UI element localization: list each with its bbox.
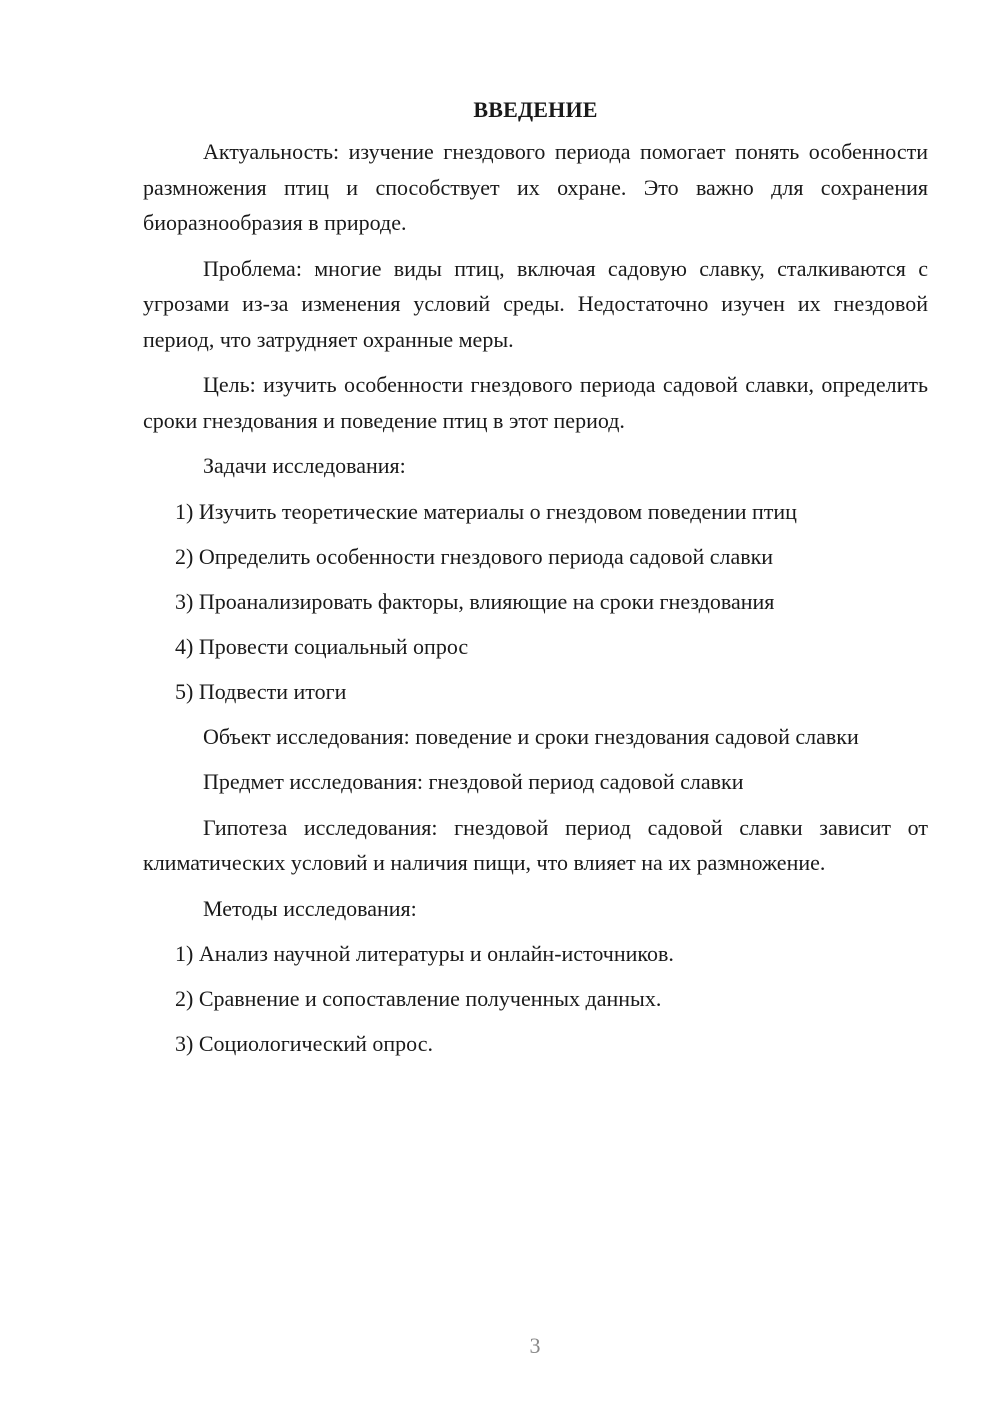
document-heading: ВВЕДЕНИЕ <box>473 97 598 122</box>
list-item: 3) Социологический опрос. <box>175 1031 433 1056</box>
subject-paragraph: Предмет исследования: гнездовой период садовой славки <box>203 769 744 794</box>
list-item: 2) Определить особенности гнездового периода садовой славки <box>175 543 774 569</box>
list-item: 3) Проанализировать факторы, влияющие на сроки гнездования <box>175 588 775 614</box>
methods-list <box>143 936 928 1061</box>
list-item: 5) Подвести итоги <box>175 678 347 704</box>
goal-paragraph: Цель: изучить особенности гнездового периода садовой славки, определить сроки гнездования и поведение птиц в этот период. <box>143 372 928 433</box>
problem-paragraph: Проблема: многие виды птиц, включая садовую славку, сталкиваются с угрозами из-за изменения условий среды. Недостаточно изучен их гнездовой период, что затрудняет охранные меры. <box>143 255 928 352</box>
page-number: 3 <box>529 1333 541 1358</box>
hypothesis-paragraph: Гипотеза исследования: гнездовой период садовой славки зависит от климатических условий и наличия пищи, что влияет на их размножение. <box>143 814 928 875</box>
tasks-list <box>143 494 928 709</box>
list-item: 2) Сравнение и сопоставление полученных данных. <box>175 986 662 1011</box>
actuality-paragraph: Актуальность: изучение гнездового периода помогает понять особенности размножения птиц и способствует их охране. Это важно для сохранения биоразнообразия в природе. <box>143 139 928 235</box>
methods-title: Методы исследования: <box>203 895 417 921</box>
tasks-title: Задачи исследования: <box>203 453 406 478</box>
object-paragraph: Объект исследования: поведение и сроки гнездования садовой славки <box>203 723 859 749</box>
document-page <box>143 92 928 1071</box>
list-item: 1) Анализ научной литературы и онлайн-источников. <box>175 941 674 966</box>
list-item: 1) Изучить теоретические материалы о гнездовом поведении птиц <box>175 498 797 524</box>
list-item: 4) Провести социальный опрос <box>175 633 469 659</box>
